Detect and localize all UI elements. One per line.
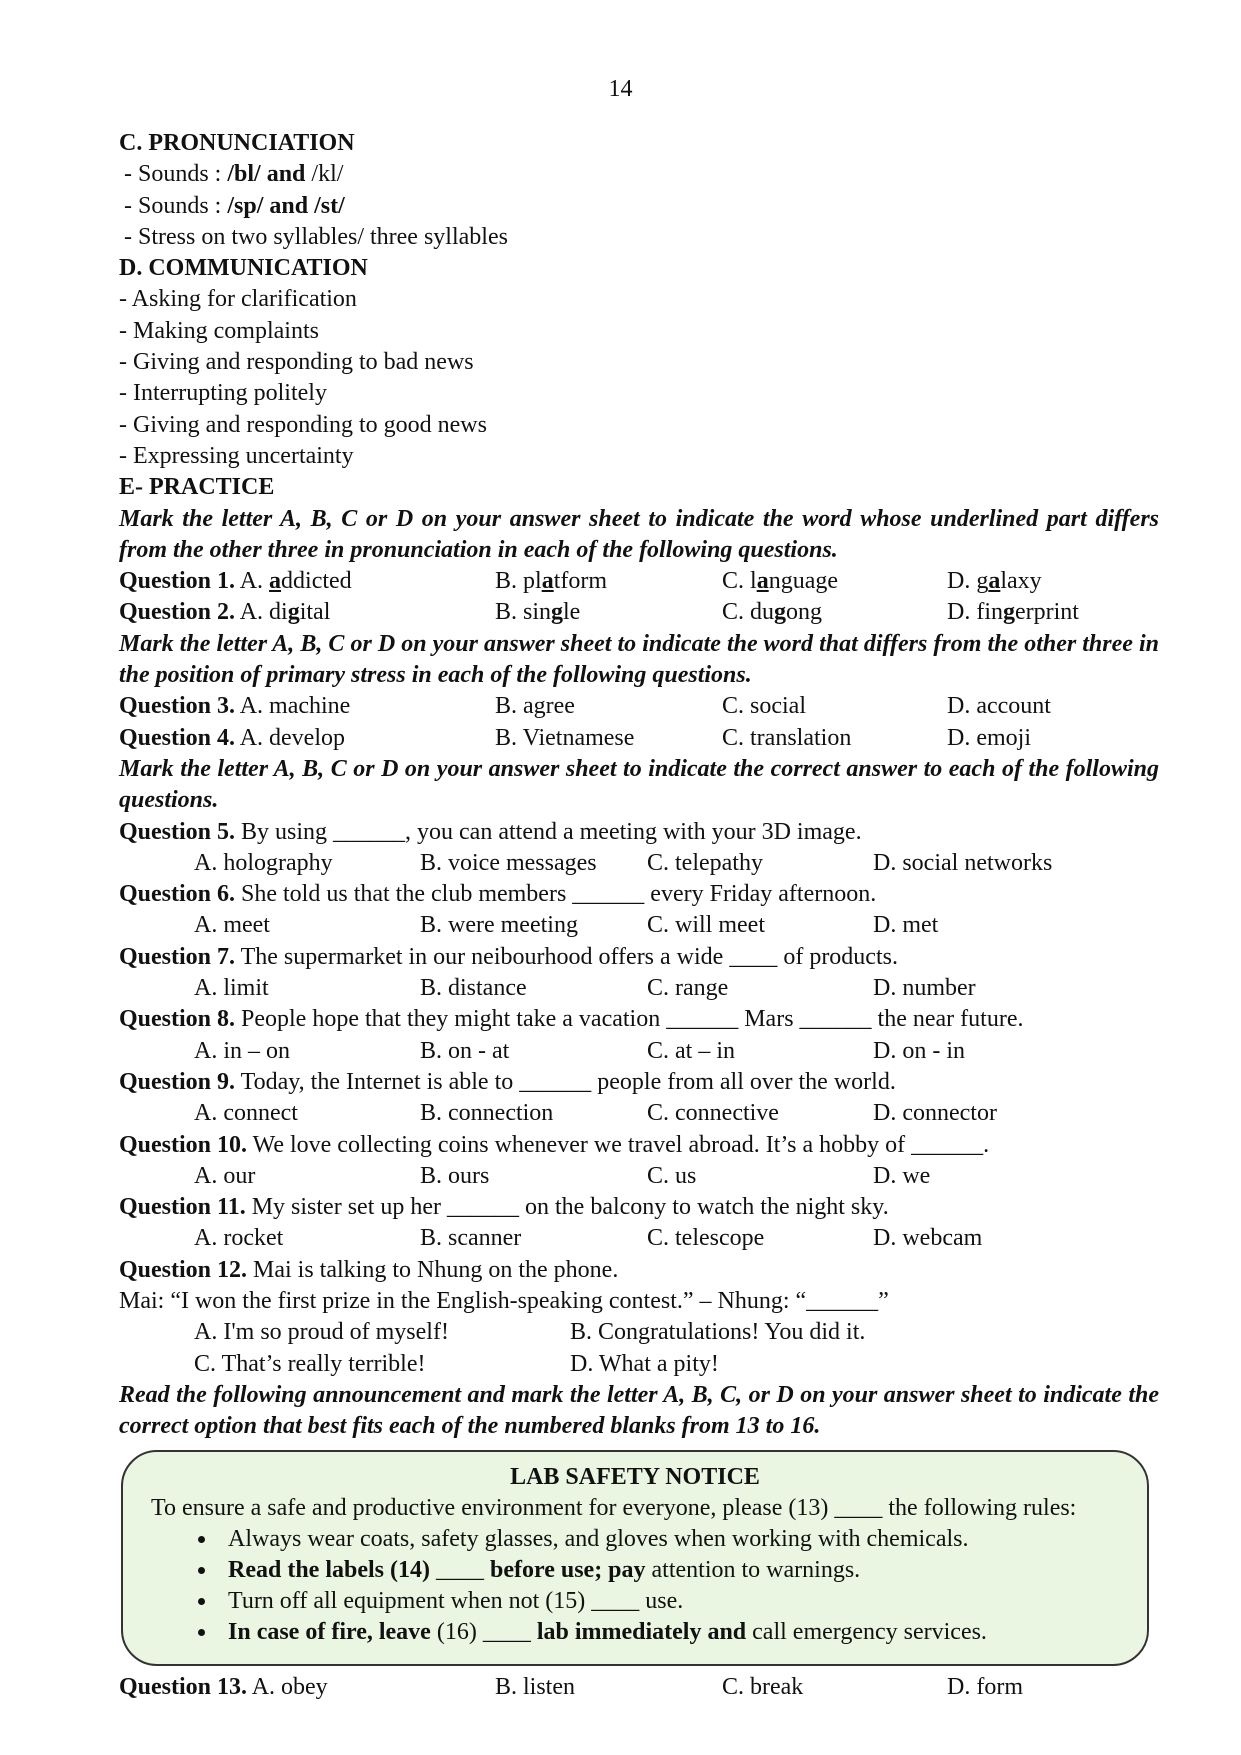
question-10-options: A. our B. ours C. us D. we: [194, 1162, 931, 1189]
instruction-pronunciation: Mark the letter A, B, C or D on your answer sheet to indicate the word whose underlined part differs from the other three in pronunciation in each of the following questions.: [119, 505, 1159, 563]
communication-item: - Interrupting politely: [119, 380, 327, 407]
question-1: Question 1. A. addicted B. platform C. language D. galaxy: [119, 568, 1042, 595]
worksheet-content: [119, 128, 1159, 1704]
question-9-options: A. connect B. connection C. connective D. connector: [194, 1100, 997, 1127]
question-6: Question 6. She told us that the club members ______ every Friday afternoon.: [119, 881, 877, 908]
question-2: Question 2. A. digital B. single C. dugong D. fingerprint: [119, 599, 1079, 626]
question-13: Question 13. A. obey B. listen C. break D. form: [119, 1674, 1023, 1701]
question-5-options: A. holography B. voice messages C. telepathy D. social networks: [194, 849, 1053, 876]
practice-heading: E- PRACTICE: [119, 474, 275, 501]
communication-item: - Giving and responding to bad news: [119, 349, 474, 376]
instruction-announcement: Read the following announcement and mark the letter A, B, C, or D on your answer sheet to indicate the correct option that best fits each of the numbered blanks from 13 to 16.: [119, 1381, 1159, 1440]
notice-rule: • Turn off all equipment when not (15) ____ use.: [218, 1586, 1147, 1617]
communication-item: - Giving and responding to good news: [119, 411, 487, 438]
question-12-dialogue: Mai: “I won the first prize in the English-speaking contest.” – Nhung: “______”: [119, 1287, 889, 1314]
communication-heading: D. COMMUNICATION: [119, 255, 368, 282]
pronunciation-item: - Sounds : /sp/ and /st/: [124, 192, 345, 219]
notice-intro: To ensure a safe and productive environment for everyone, please (13) ____ the following rules:: [151, 1495, 1077, 1522]
question-8-options: A. in – on B. on - at C. at – in D. on - in: [194, 1037, 965, 1064]
question-11-options: A. rocket B. scanner C. telescope D. webcam: [194, 1225, 983, 1252]
question-6-options: A. meet B. were meeting C. will meet D. met: [194, 912, 939, 939]
notice-rule: • In case of fire, leave (16) ____ lab immediately and call emergency services.: [218, 1617, 1147, 1648]
notice-rule: • Always wear coats, safety glasses, and gloves when working with chemicals.: [218, 1524, 1147, 1555]
notice-title: LAB SAFETY NOTICE: [510, 1464, 760, 1491]
pronunciation-item: - Sounds : /bl/ and /kl/: [124, 161, 344, 188]
question-7-options: A. limit B. distance C. range D. number: [194, 975, 976, 1002]
pronunciation-heading: C. PRONUNCIATION: [119, 130, 355, 156]
question-7: Question 7. The supermarket in our neibourhood offers a wide ____ of products.: [119, 943, 898, 970]
communication-item: - Expressing uncertainty: [119, 442, 354, 469]
question-3: Question 3. A. machine B. agree C. social D. account: [119, 693, 1051, 720]
page-number: 14: [608, 76, 633, 102]
pronunciation-item: - Stress on two syllables/ three syllables: [124, 223, 508, 250]
communication-item: - Asking for clarification: [119, 286, 357, 313]
question-12-options-row1: A. I'm so proud of myself! B. Congratulations! You did it.: [194, 1319, 866, 1346]
instruction-stress: Mark the letter A, B, C or D on your answer sheet to indicate the word that differs from the other three in the position of primary stress in each of the following questions.: [119, 630, 1159, 689]
question-10: Question 10. We love collecting coins whenever we travel abroad. It’s a hobby of ______.: [119, 1131, 990, 1158]
question-8: Question 8. People hope that they might take a vacation ______ Mars ______ the near future.: [119, 1006, 1024, 1033]
communication-item: - Making complaints: [119, 317, 319, 344]
notice-rule: • Read the labels (14) ____ before use; pay attention to warnings.: [218, 1555, 1147, 1586]
instruction-correct-answer: Mark the letter A, B, C or D on your answer sheet to indicate the correct answer to each of the following questions.: [119, 755, 1159, 814]
question-12: Question 12. Mai is talking to Nhung on the phone.: [119, 1256, 619, 1283]
lab-safety-notice-box: [121, 1450, 1149, 1666]
question-5: Question 5. By using ______, you can attend a meeting with your 3D image.: [119, 818, 862, 845]
notice-rules: [123, 1524, 1147, 1648]
question-11: Question 11. My sister set up her ______ on the balcony to watch the night sky.: [119, 1194, 889, 1221]
question-9: Question 9. Today, the Internet is able to ______ people from all over the world.: [119, 1068, 896, 1095]
question-12-options-row2: C. That’s really terrible! D. What a pity!: [194, 1350, 719, 1377]
question-4: Question 4. A. develop B. Vietnamese C. translation D. emoji: [119, 724, 1031, 751]
